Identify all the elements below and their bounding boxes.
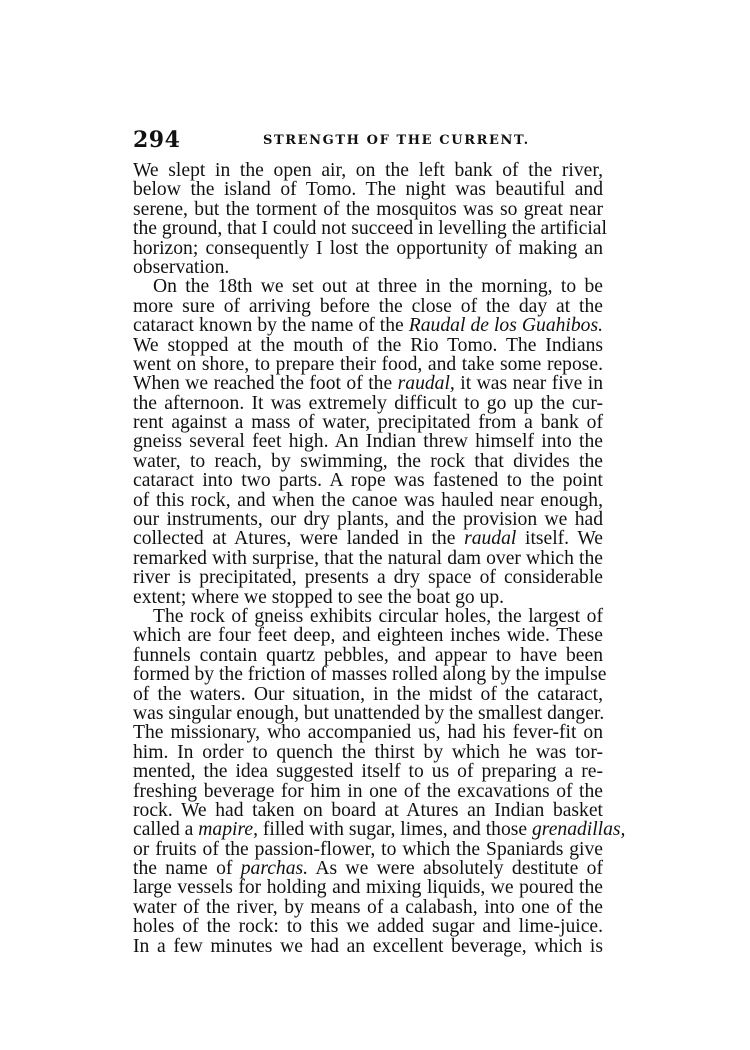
text-segment: itself. We [516, 528, 604, 550]
text-line [133, 258, 603, 277]
text-line [133, 239, 603, 258]
text-segment: the name of [133, 858, 241, 880]
text-segment: gneiss several feet high. An Indian threw himself into the [133, 431, 603, 453]
text-line [133, 413, 603, 432]
text-segment: observation. [133, 256, 230, 278]
text-segment: which are four feet deep, and eighteen inches wide. These [133, 625, 603, 647]
page-number: 294 [133, 127, 181, 153]
text-line [133, 297, 603, 316]
running-title: STRENGTH OF THE CURRENT. [263, 133, 530, 148]
text-segment: We stopped at the mouth of the Rio Tomo. The Indians [133, 334, 603, 356]
text-line [133, 819, 626, 841]
text-segment: river is precipitated, presents a dry space of considerable [133, 567, 603, 589]
text-line [133, 840, 603, 859]
text-segment: serene, but the torment of the mosquitos was so great near [133, 198, 603, 220]
text-segment: When we reached the foot of the [133, 373, 398, 395]
text-segment: the afternoon. It was extremely difficult to go up the cur- [133, 392, 603, 414]
text-segment: The rock of gneiss exhibits circular holes, the largest of [153, 605, 603, 627]
text-line [133, 762, 603, 781]
text-segment: On the 18th we set out at three in the morning, to be [153, 276, 603, 298]
text-segment: cataract into two parts. A rope was fastened to the point [133, 470, 603, 492]
paragraph [133, 277, 603, 607]
text-line [133, 277, 603, 296]
text-line [133, 801, 603, 820]
text-line [133, 917, 603, 936]
text-segment: was singular enough, but unattended by the smallest danger. [133, 702, 605, 724]
text-line [133, 898, 603, 917]
text-segment: In a few minutes we had an excellent beverage, which is [133, 935, 603, 957]
text-segment: formed by the friction of masses rolled along by the impulse [133, 664, 607, 686]
text-line [133, 723, 603, 742]
text-line [133, 664, 607, 686]
text-segment: water of the river, by means of a calabash, into one of the [133, 896, 603, 918]
text-line [133, 180, 603, 199]
text-segment: cataract known by the name of the [133, 315, 409, 337]
text-segment: of this rock, and when the canoe was hauled near enough, [133, 489, 603, 511]
text-line [133, 937, 603, 956]
text-segment: our instruments, our dry plants, and the provision we had [133, 509, 603, 531]
italic-text: mapire, [198, 819, 258, 841]
text-line [133, 510, 603, 529]
text-line [133, 704, 603, 723]
text-line [133, 607, 603, 626]
text-segment: it was near five in [454, 373, 603, 395]
text-line [133, 529, 603, 548]
text-line [133, 218, 607, 240]
text-segment: holes of the rock: to this we added sugar and lime-juice. [133, 916, 603, 938]
text-segment: The missionary, who accompanied us, had his fever-fit on [133, 722, 603, 744]
text-segment: We slept in the open air, on the left bank of the river, [133, 160, 603, 181]
text-line [133, 685, 603, 704]
text-segment: funnels contain quartz pebbles, and appear to have been [133, 644, 603, 666]
italic-text: raudal, [397, 373, 455, 395]
paragraph [133, 605, 626, 957]
text-line [133, 161, 603, 180]
text-line [133, 394, 603, 413]
text-segment: water, to reach, by swimming, the rock that divides the [133, 450, 603, 472]
text-segment: rent against a mass of water, precipitated from a bank of [133, 412, 603, 434]
text-segment: or fruits of the passion-flower, to which the Spaniards give [133, 838, 603, 860]
text-segment: large vessels for holding and mixing liquids, we poured the [133, 877, 603, 899]
text-line [133, 549, 603, 568]
text-segment: went on shore, to prepare their food, and take some repose. [133, 353, 603, 375]
text-line [133, 588, 603, 607]
text-line [133, 316, 603, 335]
text-line [133, 432, 603, 451]
text-segment: of the waters. Our situation, in the midst of the cataract, [133, 683, 603, 705]
text-segment: more sure of arriving before the close of the day at the [133, 295, 603, 317]
text-line [133, 878, 603, 897]
text-segment: extent; where we stopped to see the boat go up. [133, 586, 505, 608]
text-segment: rock. We had taken on board at Atures an Indian basket [133, 799, 603, 821]
text-line [133, 491, 603, 510]
text-line [133, 782, 603, 801]
text-segment: him. In order to quench the thirst by which he was tor- [133, 741, 603, 763]
text-line [133, 471, 603, 490]
text-segment: below the island of Tomo. The night was beautiful and [133, 179, 603, 201]
text-line [133, 374, 603, 393]
text-line [133, 355, 603, 374]
text-segment: freshing beverage for him in one of the excavations of the [133, 780, 603, 802]
text-segment: the ground, that I could not succeed in levelling the artificial [133, 218, 607, 240]
text-line [133, 743, 603, 762]
text-line [133, 452, 603, 471]
text-segment: mented, the idea suggested itself to us of preparing a re- [133, 761, 603, 783]
italic-text: raudal [464, 528, 517, 550]
text-segment: remarked with surprise, that the natural dam over which the [133, 547, 603, 569]
text-line [133, 200, 603, 219]
text-line [133, 646, 603, 665]
text-segment: filled with sugar, limes, and those [257, 819, 532, 841]
text-line [133, 336, 603, 355]
text-segment: collected at Atures, were landed in the [133, 528, 465, 550]
text-segment: horizon; consequently I lost the opportunity of making an [133, 237, 603, 259]
text-segment: called a [133, 819, 199, 841]
text-line [133, 626, 603, 645]
body-text [133, 160, 626, 957]
text-segment: As we were absolutely destitute of [308, 858, 603, 880]
paragraph [133, 160, 607, 278]
text-line [133, 859, 603, 878]
text-line [133, 568, 603, 587]
italic-text: Raudal de los Guahibos. [408, 315, 603, 337]
italic-text: grenadillas, [532, 819, 626, 841]
italic-text: parchas. [240, 858, 309, 880]
page-header [133, 127, 603, 157]
